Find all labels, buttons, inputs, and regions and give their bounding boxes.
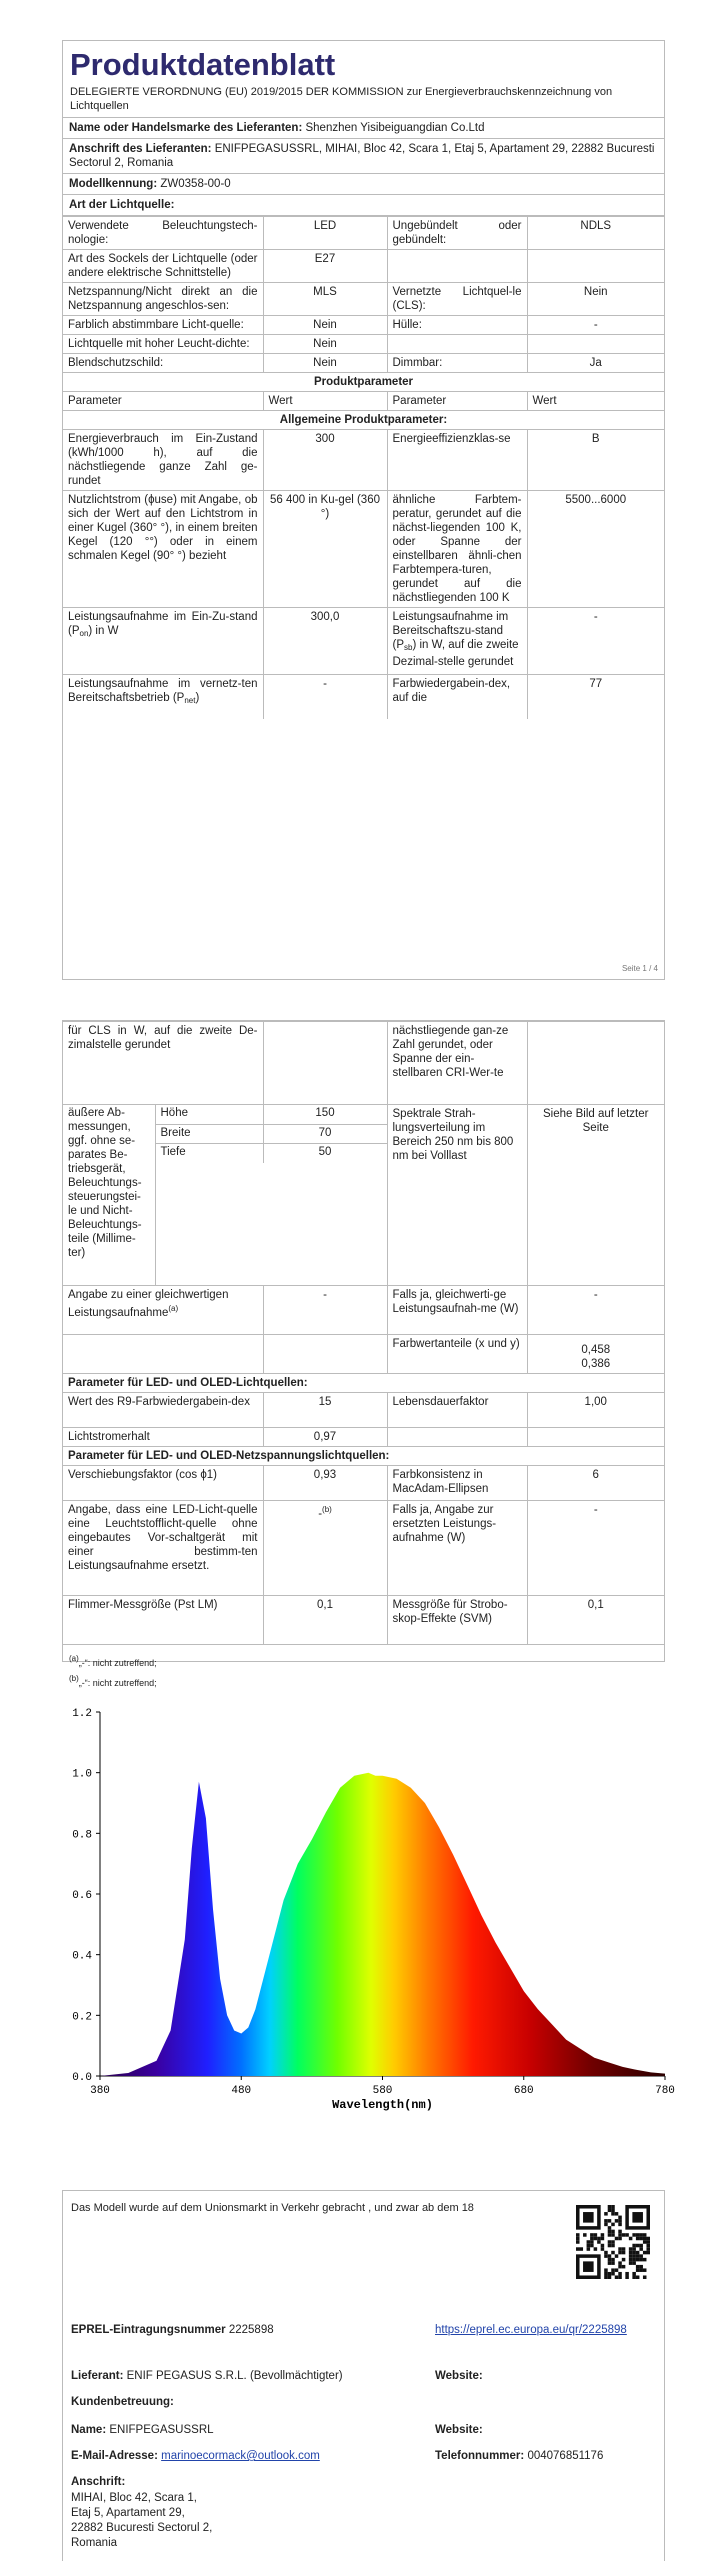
type-value: E27: [263, 250, 387, 283]
name-label: Name:: [71, 2424, 107, 2436]
type-row: [63, 217, 664, 250]
address-line: Romania: [71, 2537, 118, 2549]
dimension-name: Tiefe: [155, 1144, 263, 1163]
power-on-label-text-end: ) in W: [88, 625, 119, 637]
supplier-address-value: ENIFPEGASUSSRL, MIHAI, Bloc 42, Scara 1, Etaj 5, Apartament 29, 22882 Bucuresti Sectorul 2, Romania: [69, 143, 655, 169]
lieferant-value: ENIF PEGASUS S.R.L. (Bevollmächtigter): [126, 2370, 343, 2382]
continued-left-label: für CLS in W, auf die zweite De-zimalstelle gerundet: [63, 1022, 263, 1105]
website-label: Website:: [435, 2424, 483, 2436]
type-value: Nein: [263, 335, 387, 354]
type-value: Ja: [527, 354, 664, 373]
footnote-mark: (a): [69, 1654, 79, 1663]
eprel-value: 2225898: [228, 2324, 274, 2336]
supplier-address-label: Anschrift des Lieferanten:: [69, 143, 212, 155]
type-label: Farblich abstimmbare Licht-quelle:: [63, 316, 263, 335]
dimension-value: 50: [263, 1144, 387, 1163]
dimension-row: [63, 1105, 387, 1124]
type-label: Lichtquelle mit hoher Leucht-dichte:: [63, 335, 263, 354]
param-label: Energieverbrauch im Ein-Zustand (kWh/1000 h), auf die nächstliegende ganze Zahl ge-rundet: [63, 430, 263, 491]
supplier-name-row: [63, 118, 664, 139]
led-oled-heading: Parameter für LED- und OLED-Lichtquellen:: [63, 1374, 664, 1393]
x-tick-label: 380: [90, 2085, 110, 2097]
net-standby-value: -: [263, 675, 387, 720]
flicker-value: 0,1: [263, 1596, 387, 1645]
macadam-value: 6: [527, 1466, 664, 1501]
cri-label: Farbwiedergabein-dex, auf die: [387, 675, 527, 720]
market-date-text: Das Modell wurde auf dem Unionsmarkt in Verkehr gebracht , und zwar ab dem 18: [71, 2202, 474, 2214]
dimension-value: 70: [263, 1124, 387, 1144]
supplier-address-row: [63, 139, 664, 174]
type-value: NDLS: [527, 217, 664, 250]
led-net-heading-row: [63, 1447, 664, 1466]
supplier-name-value: Shenzhen Yisibeiguangdian Co.Ltd: [305, 122, 485, 134]
type-value: -: [527, 316, 664, 335]
empty-cell: [263, 1163, 387, 1285]
type-row: [63, 250, 664, 283]
net-standby-label-text-end: ): [195, 692, 200, 704]
type-label: Dimmbar:: [387, 354, 527, 373]
replacement-power-value: -: [527, 1501, 664, 1596]
col-header-value: Wert: [527, 392, 664, 411]
param-label: Energieeffizienzklas-se: [387, 430, 527, 491]
svm-label: Messgröße für Strobo-skop-Effekte (SVM): [387, 1596, 527, 1645]
empty-cell: [63, 1335, 263, 1374]
net-standby-label-text: Leistungsaufnahme im vernetz-ten Bereitschaftsbetrieb (P: [68, 678, 258, 704]
y-tick-label: 1.2: [72, 1708, 92, 1720]
x-tick-label: 780: [655, 2085, 675, 2097]
eprel-row: [71, 2323, 274, 2338]
dimension-name: Breite: [155, 1124, 263, 1144]
param-value: B: [527, 430, 664, 491]
type-value: Nein: [527, 283, 664, 316]
power-on-value: 300,0: [263, 608, 387, 675]
param-row: [63, 1335, 664, 1374]
r9-value: 15: [263, 1393, 387, 1428]
empty-cell: [527, 1428, 664, 1447]
replacement-power-label: Falls ja, Angabe zur ersetzten Leistungs-aufnahme (W): [387, 1501, 527, 1596]
light-source-type-heading: Art der Lichtquelle:: [63, 195, 664, 216]
address-line: 22882 Bucuresti Sectorul 2,: [71, 2522, 213, 2534]
general-parameters-heading: Allgemeine Produktparameter:: [63, 411, 664, 430]
general-parameters-heading-row: [63, 411, 664, 430]
standby-label: [387, 608, 527, 675]
y-tick-label: 0.4: [72, 1950, 92, 1963]
type-value: [527, 250, 664, 283]
cri-value: 77: [527, 675, 664, 720]
page-number: Seite 1 / 4: [621, 964, 658, 973]
param-row: [63, 675, 664, 720]
power-on-sub: on: [79, 629, 89, 638]
param-value: 300: [263, 430, 387, 491]
light-source-type-table: [63, 216, 664, 719]
param-value: 5500...6000: [527, 491, 664, 608]
col-header-parameter: Parameter: [387, 392, 527, 411]
y-tick-label: 0.2: [72, 2011, 92, 2024]
dimensions-label: äußere Ab-messungen, ggf. ohne se-parates Be-triebsgerät, Beleuchtungs-steuerungstei-le und Nicht-Beleuchtungs-teile (Millime-ter): [63, 1105, 155, 1285]
power-on-label-text: Leistungsaufnahme im Ein-Zu-stand (P: [68, 611, 258, 637]
standby-label-text: Leistungsaufnahme im Bereitschaftszu-stand (P: [392, 611, 509, 651]
type-label: Vernetzte Lichtquel-le (CLS):: [387, 283, 527, 316]
email-row: [71, 2449, 320, 2464]
column-header-row: [63, 392, 664, 411]
type-value: LED: [263, 217, 387, 250]
continued-right-label: nächstliegende gan-ze Zahl gerundet, oder Spanne der ein-stellbaren CRI-Wer-te: [387, 1022, 527, 1105]
led-oled-heading-row: [63, 1374, 664, 1393]
address-line: Etaj 5, Apartament 29,: [71, 2507, 185, 2519]
x-axis-label: Wavelength(nm): [332, 2098, 433, 2112]
param-value: 56 400 in Ku-gel (360 °): [263, 491, 387, 608]
dimension-value: 150: [263, 1105, 387, 1124]
lifetime-value: 1,00: [527, 1393, 664, 1428]
param-row: [63, 1596, 664, 1645]
spectral-label: Spektrale Strah-lungsverteilung im Bereich 250 nm bis 800 nm bei Volllast: [387, 1105, 527, 1286]
footnote-ref: (a): [168, 1304, 179, 1313]
type-row: [63, 316, 664, 335]
email-label: E-Mail-Adresse:: [71, 2450, 158, 2462]
address-label: Anschrift:: [71, 2476, 126, 2488]
footnote-mark: (b): [69, 1674, 79, 1683]
flux-maintenance-value: 0,97: [263, 1428, 387, 1447]
parameters-table-continued: [63, 1021, 664, 1645]
type-label: Ungebündelt oder gebündelt:: [387, 217, 527, 250]
equiv-value: -: [263, 1286, 387, 1335]
param-row: [63, 1466, 664, 1501]
spectral-value: Siehe Bild auf letzter Seite: [527, 1105, 664, 1286]
product-parameter-heading: Produktparameter: [63, 373, 664, 392]
chromaticity-y: 0,386: [581, 1358, 611, 1370]
lieferant-row: [71, 2369, 343, 2384]
phone-value: 004076851176: [527, 2450, 604, 2462]
empty-cell: [155, 1163, 263, 1285]
spectrum-area: [100, 1773, 665, 2076]
name-row: [71, 2423, 214, 2438]
customer-service-label: Kundenbetreuung:: [71, 2396, 174, 2408]
dimensions-cell: [63, 1105, 387, 1286]
chromaticity-label: Farbwertanteile (x und y): [387, 1335, 527, 1374]
net-standby-label: [63, 675, 263, 720]
replacement-value-text: -: [318, 1508, 323, 1520]
type-label: [387, 250, 527, 283]
empty-cell: [527, 1022, 664, 1105]
datasheet-page-2: [62, 1020, 665, 1688]
macadam-label: Farbkonsistenz in MacAdam-Ellipsen: [387, 1466, 527, 1501]
param-row: [63, 491, 664, 608]
dimension-name: Höhe: [155, 1105, 263, 1124]
address-line: MIHAI, Bloc 42, Scara 1,: [71, 2492, 197, 2504]
type-row: [63, 283, 664, 316]
equiv-power-label: Falls ja, gleichwerti-ge Leistungsaufnah-me (W): [387, 1286, 527, 1335]
type-label: Verwendete Beleuchtungstech-nologie:: [63, 217, 263, 250]
footnotes: [63, 1645, 664, 1691]
standby-sub: sb: [404, 643, 413, 652]
x-tick-label: 580: [372, 2085, 393, 2097]
r9-label: Wert des R9-Farbwiedergabein-dex: [63, 1393, 263, 1428]
qr-code-icon[interactable]: [576, 2205, 650, 2279]
dimensions-row: [63, 1105, 664, 1286]
footnote-a: [69, 1651, 658, 1671]
empty-cell: [263, 1335, 387, 1374]
page-title: Produktdatenblatt: [70, 47, 336, 82]
model-value: ZW0358-00-0: [160, 178, 231, 190]
supplier-name-label: Name oder Handelsmarke des Lieferanten:: [69, 122, 303, 134]
type-label: [387, 335, 527, 354]
y-tick-label: 1.0: [72, 1768, 92, 1781]
model-label: Modellkennung:: [69, 178, 158, 190]
datasheet-page-3: [62, 2190, 665, 2561]
x-tick-label: 680: [513, 2085, 534, 2097]
lieferant-label: Lieferant:: [71, 2370, 124, 2382]
chromaticity-x: 0,458: [581, 1344, 611, 1356]
type-label: Art des Sockels der Lichtquelle (oder andere elektrische Schnittstelle): [63, 250, 263, 283]
equiv-label: [63, 1286, 263, 1335]
type-label: Hülle:: [387, 316, 527, 335]
footnote-text: „-“: nicht zutreffend;: [78, 1658, 157, 1668]
x-tick-label: 480: [231, 2085, 252, 2097]
website-label: Website:: [435, 2370, 483, 2382]
power-on-label: [63, 608, 263, 675]
param-row: [63, 430, 664, 491]
param-row: [63, 1022, 664, 1105]
dimensions-table: [63, 1105, 387, 1285]
y-tick-label: 0.8: [72, 1829, 92, 1842]
address-block: [71, 2491, 212, 2551]
param-label: ähnliche Farbtem-peratur, gerundet auf die nächst-liegenden 100 K, oder Spanne der einstellbaren ähnli-chen Farbtempera-turen, gerundet auf die nächstliegenden 100 K: [387, 491, 527, 608]
eprel-link[interactable]: https://eprel.ec.europa.eu/qr/2225898: [435, 2324, 627, 2336]
product-parameter-heading-row: [63, 373, 664, 392]
type-row: [63, 354, 664, 373]
phone-row: [435, 2449, 603, 2464]
led-net-heading: Parameter für LED- und OLED-Netzspannungslichtquellen:: [63, 1447, 664, 1466]
footnote-ref: (b): [322, 1505, 332, 1514]
replacement-value: [263, 1501, 387, 1596]
empty-cell: [263, 1022, 387, 1105]
lifetime-label: Lebensdauerfaktor: [387, 1393, 527, 1428]
col-header-value: Wert: [263, 392, 387, 411]
type-value: Nein: [263, 316, 387, 335]
empty-cell: [387, 1428, 527, 1447]
y-tick-label: 0.6: [72, 1890, 92, 1902]
col-header-parameter: Parameter: [63, 392, 263, 411]
standby-value: -: [527, 608, 664, 675]
eprel-label: EPREL-Eintragungsnummer: [71, 2324, 226, 2336]
type-value: Nein: [263, 354, 387, 373]
type-value: MLS: [263, 283, 387, 316]
cosphi-label: Verschiebungsfaktor (cos ϕ1): [63, 1466, 263, 1501]
model-row: [63, 174, 664, 195]
flux-maintenance-label: Lichtstromerhalt: [63, 1428, 263, 1447]
equiv-label-text: Angabe zu einer gleichwertigen Leistungsaufnahme: [68, 1289, 229, 1319]
name-value: ENIFPEGASUSSRL: [109, 2424, 214, 2436]
param-row: [63, 1393, 664, 1428]
chromaticity-values: [527, 1335, 664, 1374]
param-row: [63, 1286, 664, 1335]
footnote-b: [69, 1671, 658, 1691]
footnote-text: „-“: nicht zutreffend;: [78, 1678, 157, 1688]
param-row: [63, 1501, 664, 1596]
param-label: Nutzlichtstrom (ϕuse) mit Angabe, ob sich der Wert auf den Lichtstrom in einer Kugel (360° °), in einem breiten Kegel (120 °°) oder in einem schmalen Kegel (90° °) bezieht: [63, 491, 263, 608]
type-label: Netzspannung/Nicht direkt an die Netzspannung angeschlos-sen:: [63, 283, 263, 316]
datasheet-page-1: [62, 40, 665, 980]
param-row: [63, 608, 664, 675]
type-label: Blendschutzschild:: [63, 354, 263, 373]
phone-label: Telefonnummer:: [435, 2450, 525, 2462]
standby-label-text-end: ) in W, auf die zweite Dezimal-stelle gerundet: [392, 639, 519, 668]
type-value: [527, 335, 664, 354]
y-tick-label: 0.0: [72, 2072, 92, 2084]
svm-value: 0,1: [527, 1596, 664, 1645]
spectral-distribution-chart: [40, 1698, 690, 2138]
cosphi-value: 0,93: [263, 1466, 387, 1501]
email-link[interactable]: marinoecormack@outlook.com: [161, 2450, 320, 2462]
net-standby-sub: net: [184, 696, 196, 705]
equiv-power-value: -: [527, 1286, 664, 1335]
regulation-subtitle: DELEGIERTE VERORDNUNG (EU) 2019/2015 DER KOMMISSION zur Energieverbrauchskennzeichnung von Lichtquellen: [63, 83, 664, 118]
param-row: [63, 1428, 664, 1447]
type-row: [63, 335, 664, 354]
replacement-label: Angabe, dass eine LED-Licht-quelle eine Leuchtstofflicht-quelle ohne eingebautes Vor-schaltgerät mit einer bestimm-ten Leistungsaufnahme ersetzt.: [63, 1501, 263, 1596]
flicker-label: Flimmer-Messgröße (Pst LM): [63, 1596, 263, 1645]
